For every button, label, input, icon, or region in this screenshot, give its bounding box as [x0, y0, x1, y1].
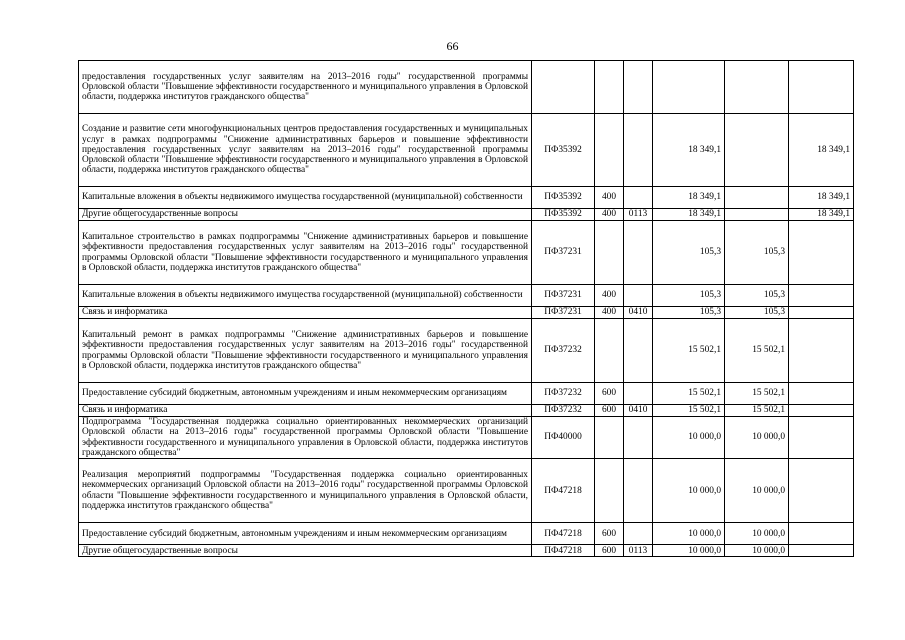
- row-amount-a: 10 000,0: [725, 459, 789, 523]
- row-expense-type: 600: [595, 545, 624, 557]
- row-expense-type: [595, 459, 624, 523]
- row-name: Капитальные вложения в объекты недвижимого имущества государственной (муниципальной) собственности: [79, 187, 532, 209]
- row-amount-b: [789, 417, 854, 459]
- row-target-code: [532, 61, 595, 114]
- row-amount-b: 18 349,1: [789, 209, 854, 221]
- row-total: 10 000,0: [653, 459, 725, 523]
- row-amount-a: 10 000,0: [725, 545, 789, 557]
- row-section-code: 0113: [624, 209, 653, 221]
- row-amount-b: 18 349,1: [789, 114, 854, 187]
- row-expense-type: [595, 221, 624, 285]
- row-amount-b: [789, 405, 854, 417]
- row-target-code: ПФ37232: [532, 319, 595, 383]
- table-row: [79, 319, 854, 383]
- row-section-code: 0410: [624, 307, 653, 319]
- page-number: 66: [446, 39, 459, 53]
- row-target-code: ПФ40000: [532, 417, 595, 459]
- table-row: [79, 285, 854, 307]
- row-name: Капитальные вложения в объекты недвижимого имущества государственной (муниципальной) собственности: [79, 285, 532, 307]
- row-expense-type: 400: [595, 209, 624, 221]
- row-section-code: [624, 319, 653, 383]
- table-row: [79, 523, 854, 545]
- row-name: Капитальное строительство в рамках подпрограммы "Снижение административных барьеров и повышение эффективности предоставления государственных услуг заявителям на 2013–2016 годы" государственной программы Орловской области "Повышение эффективности государственного и муниципального управления в Орловской области, поддержка институтов гражданского общества": [79, 221, 532, 285]
- row-total: 10 000,0: [653, 523, 725, 545]
- row-amount-b: [789, 285, 854, 307]
- row-total: 18 349,1: [653, 209, 725, 221]
- row-total: 105,3: [653, 285, 725, 307]
- row-section-code: [624, 285, 653, 307]
- row-section-code: [624, 61, 653, 114]
- row-target-code: ПФ37231: [532, 221, 595, 285]
- row-expense-type: 600: [595, 405, 624, 417]
- row-total: 10 000,0: [653, 545, 725, 557]
- table-row: [79, 187, 854, 209]
- row-amount-a: [725, 114, 789, 187]
- row-target-code: ПФ37232: [532, 383, 595, 405]
- row-target-code: ПФ37231: [532, 307, 595, 319]
- table-row: [79, 405, 854, 417]
- row-amount-b: [789, 523, 854, 545]
- row-target-code: ПФ35392: [532, 187, 595, 209]
- table-row: [79, 545, 854, 557]
- row-section-code: 0113: [624, 545, 653, 557]
- row-total: [653, 61, 725, 114]
- table-row: [79, 209, 854, 221]
- row-amount-a: 10 000,0: [725, 523, 789, 545]
- row-total: 10 000,0: [653, 417, 725, 459]
- row-name: Связь и информатика: [79, 307, 532, 319]
- row-section-code: [624, 383, 653, 405]
- row-expense-type: 600: [595, 383, 624, 405]
- table-row: [79, 417, 854, 459]
- row-name: Другие общегосударственные вопросы: [79, 545, 532, 557]
- row-amount-a: [725, 61, 789, 114]
- row-amount-a: [725, 187, 789, 209]
- row-amount-a: 10 000,0: [725, 417, 789, 459]
- row-section-code: [624, 187, 653, 209]
- row-amount-a: 15 502,1: [725, 383, 789, 405]
- row-section-code: [624, 417, 653, 459]
- table-body: [79, 61, 854, 557]
- table-row: [79, 383, 854, 405]
- row-name: Связь и информатика: [79, 405, 532, 417]
- table-row: [79, 307, 854, 319]
- row-section-code: [624, 459, 653, 523]
- row-name: Предоставление субсидий бюджетным, автономным учреждениям и иным некоммерческим организациям: [79, 383, 532, 405]
- row-amount-a: 15 502,1: [725, 319, 789, 383]
- row-target-code: ПФ37231: [532, 285, 595, 307]
- row-target-code: ПФ47218: [532, 523, 595, 545]
- row-total: 105,3: [653, 221, 725, 285]
- row-section-code: [624, 523, 653, 545]
- row-expense-type: [595, 417, 624, 459]
- row-section-code: 0410: [624, 405, 653, 417]
- row-total: 105,3: [653, 307, 725, 319]
- row-target-code: ПФ35392: [532, 209, 595, 221]
- row-name: предоставления государственных услуг заявителям на 2013–2016 годы" государственной программы Орловской области "Повышение эффективности государственного и муниципального управления в Орловской области, поддержка институтов гражданского общества": [79, 61, 532, 114]
- row-total: 15 502,1: [653, 319, 725, 383]
- row-target-code: ПФ35392: [532, 114, 595, 187]
- row-target-code: ПФ37232: [532, 405, 595, 417]
- row-expense-type: 400: [595, 285, 624, 307]
- row-name: Другие общегосударственные вопросы: [79, 209, 532, 221]
- row-total: 18 349,1: [653, 187, 725, 209]
- row-name: Реализация мероприятий подпрограммы "Государственная поддержка социально ориентированных некоммерческих организаций Орловской области на 2013–2016 годы" государственной программы Орловской области "Повышение эффективности государственного и муниципального управления в Орловской области, поддержка институтов гражданского общества": [79, 459, 532, 523]
- table-row: [79, 114, 854, 187]
- row-section-code: [624, 114, 653, 187]
- row-amount-a: 105,3: [725, 221, 789, 285]
- row-name: Предоставление субсидий бюджетным, автономным учреждениям и иным некоммерческим организациям: [79, 523, 532, 545]
- row-target-code: ПФ47218: [532, 459, 595, 523]
- row-name: Создание и развитие сети многофункциональных центров предоставления государственных и муниципальных услуг в рамках подпрограммы "Снижение административных барьеров и повышение эффективности предоставления государственных услуг заявителям на 2013–2016 годы" государственной программы Орловской области "Повышение эффективности государственного и муниципального управления в Орловской области, поддержка институтов гражданского общества": [79, 114, 532, 187]
- row-amount-a: 15 502,1: [725, 405, 789, 417]
- row-amount-b: [789, 545, 854, 557]
- row-amount-b: [789, 61, 854, 114]
- row-amount-b: 18 349,1: [789, 187, 854, 209]
- row-target-code: ПФ47218: [532, 545, 595, 557]
- budget-table: [78, 60, 854, 557]
- row-expense-type: [595, 319, 624, 383]
- table-row: [79, 61, 854, 114]
- row-section-code: [624, 221, 653, 285]
- row-total: 15 502,1: [653, 405, 725, 417]
- row-expense-type: [595, 61, 624, 114]
- row-name: Подпрограмма "Государственная поддержка социально ориентированных некоммерческих организаций Орловской области на 2013–2016 годы" государственной программы Орловской области "Повышение эффективности государственного и муниципального управления в Орловской области, поддержка институтов гражданского общества": [79, 417, 532, 459]
- row-name: Капитальный ремонт в рамках подпрограммы "Снижение административных барьеров и повышение эффективности предоставления государственных услуг заявителям на 2013–2016 годы" государственной программы Орловской области "Повышение эффективности государственного и муниципального управления в Орловской области, поддержка институтов гражданского общества": [79, 319, 532, 383]
- row-expense-type: 400: [595, 307, 624, 319]
- row-amount-b: [789, 221, 854, 285]
- row-amount-b: [789, 319, 854, 383]
- row-amount-b: [789, 459, 854, 523]
- row-expense-type: 600: [595, 523, 624, 545]
- row-total: 18 349,1: [653, 114, 725, 187]
- row-amount-a: [725, 209, 789, 221]
- row-amount-a: 105,3: [725, 285, 789, 307]
- row-amount-b: [789, 307, 854, 319]
- row-amount-b: [789, 383, 854, 405]
- table-row: [79, 459, 854, 523]
- row-amount-a: 105,3: [725, 307, 789, 319]
- row-expense-type: [595, 114, 624, 187]
- table-row: [79, 221, 854, 285]
- row-expense-type: 400: [595, 187, 624, 209]
- row-total: 15 502,1: [653, 383, 725, 405]
